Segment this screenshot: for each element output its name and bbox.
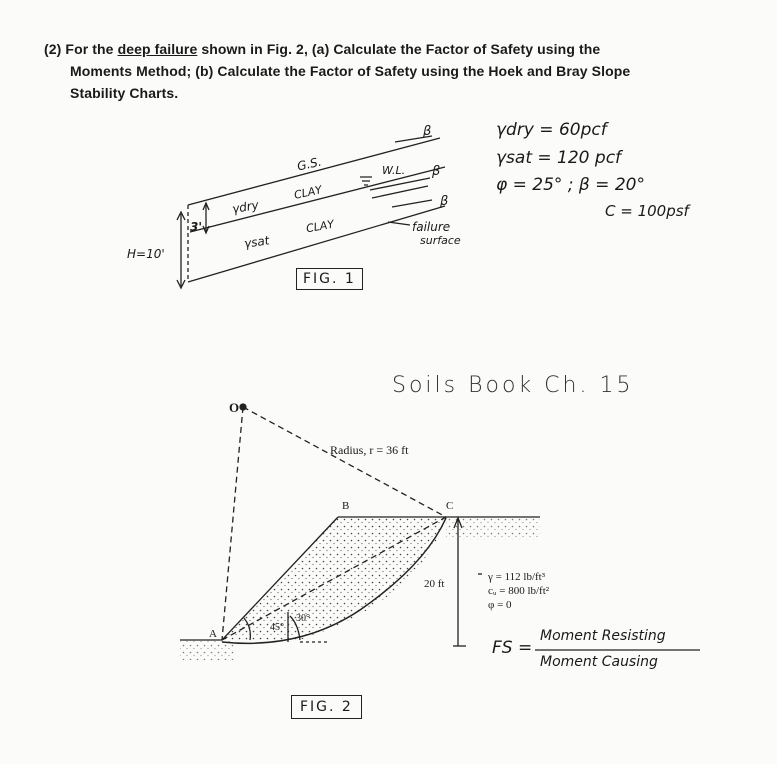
fig1-clay-bottom: CLAY [305,217,335,236]
problem-line2: Moments Method; (b) Calculate the Factor of Safety using the Hoek and Bray Slope [70,63,631,79]
problem-line1-post: shown in Fig. 2, (a) Calculate the Factor of Safety using the [197,41,601,57]
fig1-caption: FIG. 1 [296,268,363,290]
fig2-cu: cᵤ = 800 lb/ft² [488,585,550,597]
fig1-failure-leader [388,222,410,225]
fig2-soil-body [222,517,446,640]
fig2-gamma: γ = 112 lb/ft³ [488,571,546,583]
fig1-beta-arrow-2 [370,178,430,198]
note-soils-book: Soils Book Ch. 15 [392,373,634,398]
fig1-failure-label-2: surface [420,234,461,247]
fig1-beta-1: β [423,124,432,139]
fig2-center-point [240,404,246,410]
problem-number: (2) [44,41,62,57]
fig1-gamma-sat: γsat [243,233,271,251]
fig1-beta-arrow-3 [392,200,432,207]
fs-denominator: Moment Causing [540,654,658,670]
fig2-point-a: A [209,628,217,640]
fig1-water-symbol [360,177,372,185]
fig1-clay-top: CLAY [292,183,324,202]
fig2-radius-label: Radius, r = 36 ft [330,443,409,457]
fig2-radius-oa [222,407,243,640]
fig2-point-o: O [229,400,240,415]
problem-deep-failure: deep failure [117,41,198,57]
fig1-gs-label: G.S. [295,154,323,174]
fig2-caption: FIG. 2 [291,695,362,719]
param-cohesion: C = 100psf [605,202,689,220]
fig2-crest-soil [446,517,540,540]
param-gamma-dry: γdry = 60pcf [496,120,607,140]
fs-numerator: Moment Resisting [540,628,666,644]
fig2-angle-30: 30° [296,613,310,624]
fig2-angle-45: 45° [270,622,284,633]
problem-line1-pre: For the [65,41,118,57]
fs-lhs: FS = [492,638,533,658]
fig1-gamma-dry: γdry [230,197,260,217]
fig1-3ft-label: 3' [190,220,203,234]
fig2-point-c: C [446,500,454,512]
param-gamma-sat: γsat = 120 pcf [496,148,622,168]
param-phi-beta: φ = 25° ; β = 20° [496,175,645,195]
fig1-wl-label: W.L. [382,164,406,177]
problem-line3: Stability Charts. [70,85,179,101]
fig2-point-b: B [342,500,350,512]
fig1-height-label: H=10' [127,247,165,261]
fig2-height-label: 20 ft [424,578,445,590]
fig1-failure-label-1: failure [412,220,451,234]
fig1-beta-2: β [432,164,441,179]
fig2-phi: φ = 0 [488,599,512,611]
fig1-beta-3: β [440,194,449,209]
